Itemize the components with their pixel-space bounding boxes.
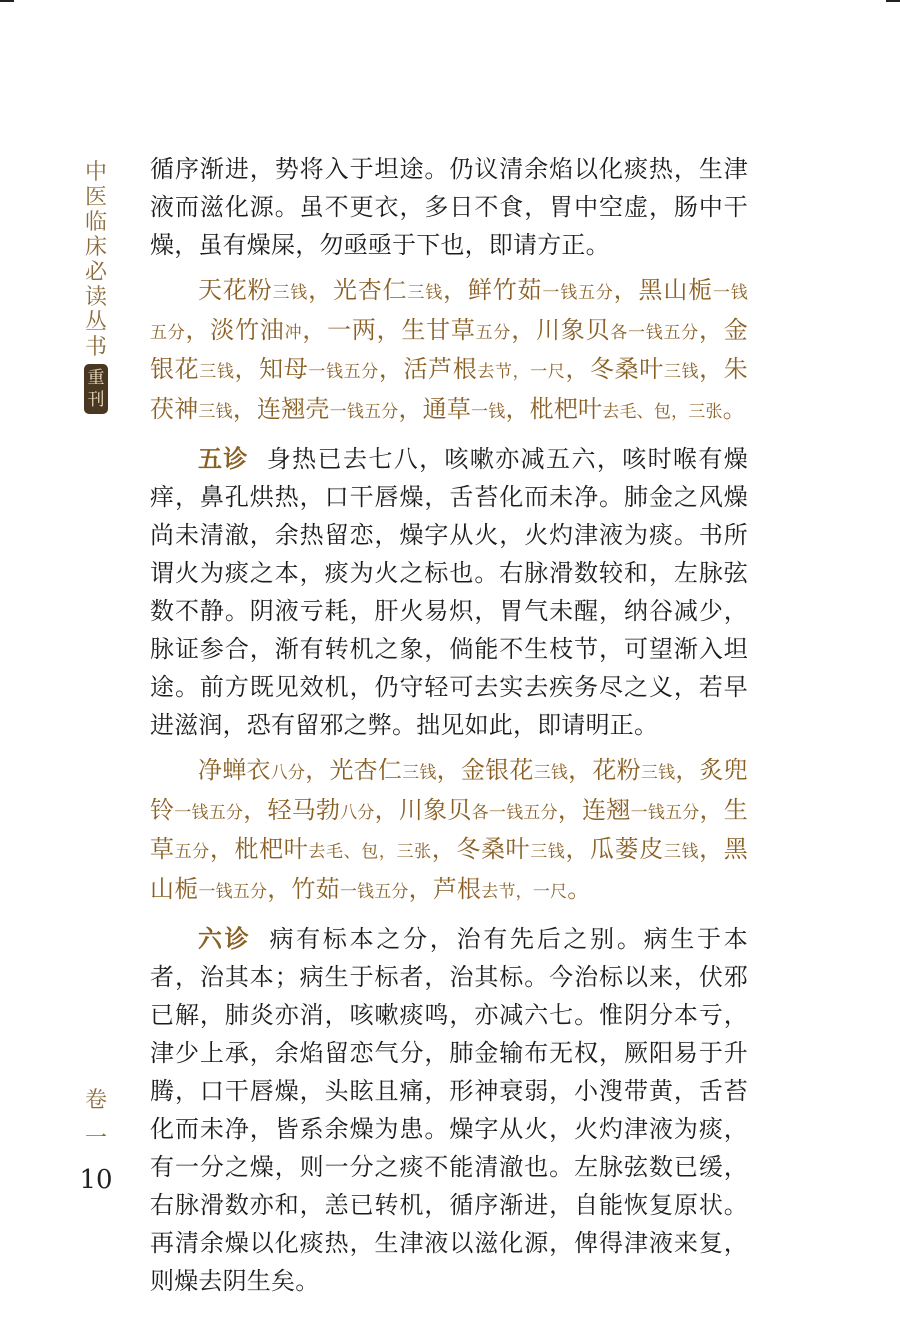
herb-dosage: 三钱	[640, 763, 676, 783]
prescription-2	[150, 752, 748, 910]
consultation-heading: 六诊	[198, 924, 252, 953]
herb-name: ，冬桑叶	[565, 355, 664, 383]
herb-dosage: 三钱	[198, 401, 233, 422]
series-title-char: 丛	[84, 310, 107, 335]
herb-name: ，连翘	[557, 795, 631, 824]
herb-dosage: 三钱	[530, 842, 566, 862]
reprint-seal	[84, 364, 108, 414]
herb-dosage: 一钱五分	[308, 362, 379, 382]
herb-dosage: 各一钱五分	[471, 802, 558, 823]
herb-name: ，枇杷叶	[505, 394, 603, 423]
herb-dosage: 八分	[270, 763, 306, 783]
herb-name: ，轻马勃	[243, 795, 341, 824]
series-title-char: 中	[84, 160, 107, 185]
herb-dosage: 一钱五分	[542, 283, 614, 303]
herb-name: ，一两	[302, 315, 377, 344]
volume-label	[82, 1082, 110, 1158]
herb-name: ，川象贝	[511, 315, 611, 344]
crop-mark-left	[0, 0, 14, 2]
herb-name: ，枇杷叶	[209, 835, 309, 863]
herb-name: 净蝉衣	[198, 756, 271, 784]
herb-dosage: 五分	[475, 322, 512, 343]
volume-char: 一	[84, 1126, 107, 1151]
series-title	[82, 160, 110, 414]
herb-dosage: 去节，一尺	[477, 362, 566, 382]
herb-name: ，炙兜铃	[150, 756, 748, 824]
herb-name: 。	[567, 874, 592, 903]
herb-name: ，花粉	[568, 756, 641, 784]
herb-name: ，瓜蒌皮	[565, 835, 664, 863]
herb-name: ，金银花	[436, 756, 534, 784]
herb-dosage: 去毛、包，三张	[602, 401, 723, 422]
herb-name: ，金银花	[150, 315, 749, 383]
series-title-char: 临	[84, 210, 107, 235]
herb-dosage: 一钱五分	[329, 401, 399, 422]
herb-name: 。	[722, 394, 747, 423]
herb-dosage: 八分	[340, 802, 375, 823]
herb-name: ，活芦根	[378, 355, 478, 383]
herb-name: ，生草	[150, 795, 748, 863]
consultation-6	[150, 920, 748, 1300]
herb-dosage: 冲	[284, 322, 303, 343]
herb-name: ，冬桑叶	[431, 835, 531, 863]
series-title-char: 读	[84, 285, 107, 310]
herb-dosage: 一钱五分	[174, 802, 244, 823]
herb-dosage: 三钱	[663, 842, 700, 862]
herb-name: 天花粉	[198, 276, 273, 304]
series-title-char: 必	[84, 260, 107, 285]
herb-dosage: 去节，一尺	[481, 881, 568, 902]
herb-dosage: 一钱五分	[198, 881, 268, 902]
herb-name: ，连翘壳	[232, 394, 330, 423]
herb-name: ，黑山栀	[150, 835, 748, 903]
page-number: 10	[79, 1165, 113, 1195]
consultation-text: 病有标本之分，治有先后之别。病生于本者，治其本；病生于标者，治其标。今治标以来，伏邪已解，肺炎亦消，咳嗽痰鸣，亦减六七。惟阴分本亏，津少上承，余焰留恋气分，肺金输布无权，厥阳易于升腾，口干唇燥，头眩且痛，形神衰弱，小溲带黄，舌苔化而未净，皆系余燥为患。燥字从火，火灼津液为痰，有一分之燥，则一分之痰不能清澈也。左脉弦数已缓，右脉滑数亦和，恙已转机，循序渐进，自能恢复原状。再清余燥以化痰热，生津液以滋化源，俾得津液来复，则燥去阴生矣。	[150, 925, 748, 1295]
seal-char: 重	[87, 368, 105, 388]
herb-dosage: 一钱五分	[339, 881, 409, 902]
paragraph-continued: 循序渐进，势将入于坦途。仍议清余焰以化痰热，生津液而滋化源。虽不更衣，多日不食，胃中空虚，肠中干燥，虽有燥屎，勿亟亟于下也，即请方正。	[150, 155, 748, 259]
crop-mark-right	[886, 0, 900, 2]
series-title-char: 书	[84, 335, 107, 360]
herb-name: ，黑山栀	[613, 276, 713, 304]
herb-name: ，生甘草	[376, 315, 476, 344]
herb-dosage: 三钱	[407, 283, 444, 303]
herb-name: ，鲜竹茹	[443, 276, 543, 304]
herb-name: ，知母	[234, 355, 309, 383]
herb-dosage: 三钱	[402, 763, 437, 783]
herb-dosage: 五分	[174, 842, 210, 862]
herb-name: ，光杏仁	[305, 756, 403, 784]
herb-name: ，朱茯神	[150, 355, 748, 423]
herb-dosage: 三钱	[272, 283, 309, 303]
volume-char: 卷	[84, 1088, 107, 1113]
series-title-char: 医	[84, 185, 107, 210]
herb-dosage: 各一钱五分	[610, 322, 700, 343]
page-body	[150, 150, 748, 1308]
herb-name: ，通草	[398, 394, 472, 423]
prescription-1	[150, 272, 748, 430]
herb-dosage: 三钱	[199, 362, 235, 382]
herb-dosage: 三钱	[533, 763, 569, 783]
herb-name: ，川象贝	[374, 795, 472, 824]
herb-dosage: 去毛、包，三张	[308, 842, 432, 862]
herb-dosage: 一钱五分	[150, 283, 748, 343]
herb-dosage: 三钱	[663, 362, 700, 382]
herb-dosage: 一钱五分	[630, 802, 700, 823]
herb-name: ，淡竹油	[185, 315, 285, 344]
consultation-text: 身热已去七八，咳嗽亦减五六，咳时喉有燥痒，鼻孔烘热，口干唇燥，舌苔化而未净。肺金之风燥尚未清澈，余热留恋，燥字从火，火灼津液为痰。书所谓火为痰之本，痰为火之标也。右脉滑数较和，左脉弦数不静。阴液亏耗，肝火易炽，胃气未醒，纳谷减少，脉证参合，渐有转机之象，倘能不生枝节，可望渐入坦途。前方既见效机，仍守轻可去实去疾务尽之义，若早进滋润，恐有留邪之弊。拙见如此，即请明正。	[150, 445, 748, 739]
herb-name: ，光杏仁	[308, 276, 408, 304]
consultation-heading: 五诊	[198, 444, 249, 473]
consultation-5	[150, 440, 748, 744]
herb-name: ，芦根	[408, 874, 482, 903]
seal-char: 刊	[87, 390, 105, 410]
herb-name: ，竹茹	[267, 874, 340, 903]
series-title-char: 床	[84, 235, 107, 260]
herb-dosage: 一钱	[471, 401, 506, 422]
